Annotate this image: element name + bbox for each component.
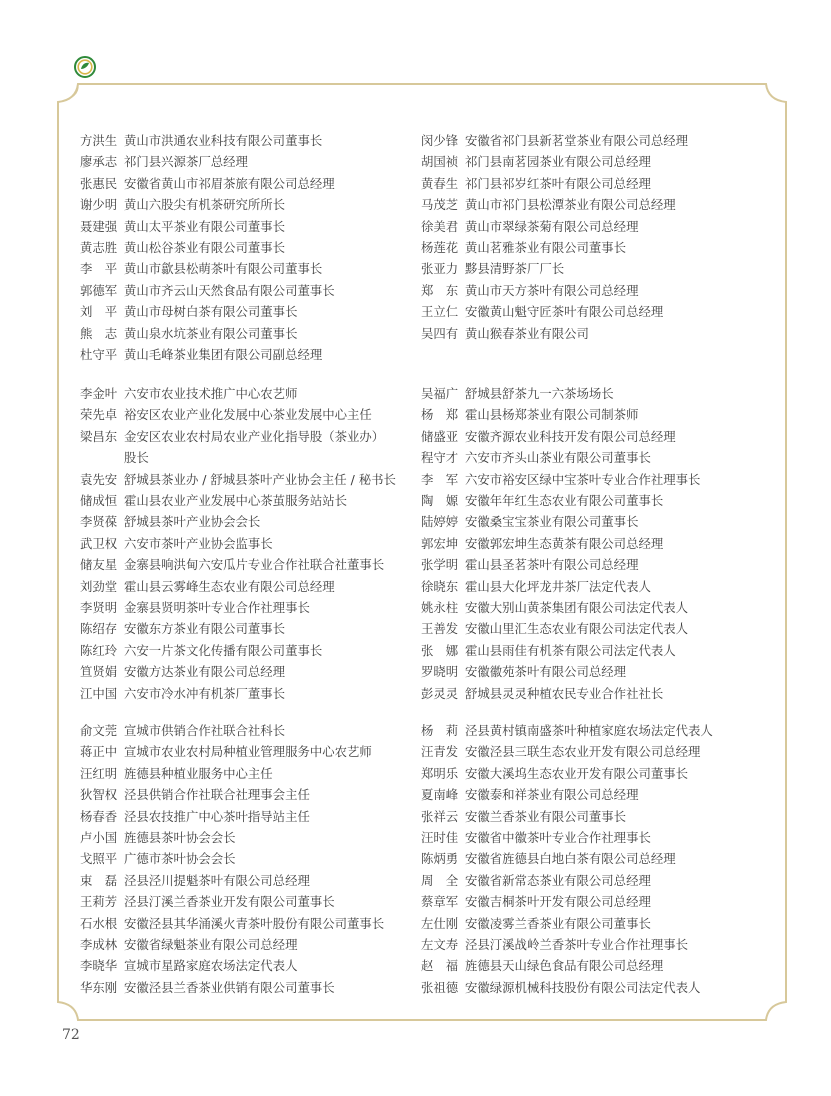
person-title: 六安市裕安区绿中宝茶叶专业合作社理事长 bbox=[465, 471, 701, 487]
person-name: 储成恒 bbox=[80, 493, 118, 509]
list-item bbox=[421, 597, 700, 618]
person-name: 左文寿 bbox=[421, 937, 459, 953]
person-name: 刘 平 bbox=[80, 304, 118, 320]
person-name: 汪青发 bbox=[421, 744, 459, 760]
person-title: 祁门县兴源茶厂总经理 bbox=[124, 154, 248, 170]
person-name: 俞文莞 bbox=[80, 723, 118, 738]
person-title: 安徽东方茶业有限公司董事长 bbox=[124, 621, 286, 637]
person-title: 泾县供销合作社联合社理事会主任 bbox=[124, 787, 310, 803]
list-item bbox=[80, 827, 384, 848]
list-item bbox=[80, 404, 396, 425]
person-name: 张祥云 bbox=[421, 808, 459, 824]
person-name: 夏南峰 bbox=[421, 787, 459, 803]
list-item bbox=[80, 683, 396, 704]
list-item bbox=[80, 301, 335, 322]
list-item bbox=[80, 870, 384, 891]
right-group-luan bbox=[421, 383, 700, 704]
person-name: 吴四有 bbox=[421, 325, 459, 341]
person-name: 张惠民 bbox=[80, 175, 118, 191]
person-name: 李 军 bbox=[421, 471, 459, 487]
person-name: 张 娜 bbox=[421, 642, 459, 658]
person-title: 宣城市星路家庭农场法定代表人 bbox=[124, 958, 298, 974]
person-title: 安徽徽苑茶叶有限公司总经理 bbox=[465, 664, 627, 680]
list-item bbox=[80, 533, 396, 554]
person-title: 安徽省黄山市祁眉茶旅有限公司总经理 bbox=[124, 175, 335, 191]
list-item bbox=[80, 323, 335, 344]
person-name: 李晓华 bbox=[80, 958, 118, 974]
list-item bbox=[80, 640, 396, 661]
list-item bbox=[80, 618, 396, 639]
person-name: 束 磊 bbox=[80, 872, 118, 888]
person-name: 戈照平 bbox=[80, 851, 118, 867]
person-name: 华东刚 bbox=[80, 979, 118, 995]
list-item bbox=[421, 741, 713, 762]
person-title: 黄山猴春茶业有限公司 bbox=[465, 325, 589, 341]
person-title: 旌德县茶叶协会会长 bbox=[124, 830, 236, 846]
list-item bbox=[421, 576, 700, 597]
person-name: 刘劲堂 bbox=[80, 578, 118, 594]
person-title: 舒城县灵灵种植农民专业合作社社长 bbox=[465, 685, 664, 701]
person-title: 霍山县杨郑茶业有限公司制茶师 bbox=[465, 407, 639, 423]
person-name: 杨 莉 bbox=[421, 723, 459, 738]
person-name: 马茂芝 bbox=[421, 197, 459, 213]
page-number: 72 bbox=[62, 1027, 80, 1043]
list-item bbox=[421, 130, 688, 151]
person-name: 荣先卓 bbox=[80, 407, 118, 423]
person-name: 陈绍存 bbox=[80, 621, 118, 637]
list-item bbox=[421, 554, 700, 575]
person-name: 石水根 bbox=[80, 915, 118, 931]
person-name: 储盛亚 bbox=[421, 428, 459, 444]
list-item bbox=[80, 763, 384, 784]
person-title: 祁门县祁岁红茶叶有限公司总经理 bbox=[465, 175, 651, 191]
person-title: 安徽兰香茶业有限公司董事长 bbox=[465, 808, 627, 824]
logo-icon bbox=[74, 56, 96, 78]
person-title: 黄山市天方茶叶有限公司总经理 bbox=[465, 282, 639, 298]
person-title: 黄山六股尖有机茶研究所所长 bbox=[124, 197, 286, 213]
list-item bbox=[421, 955, 713, 976]
person-title: 安徽省绿魁茶业有限公司总经理 bbox=[124, 937, 298, 953]
list-item bbox=[421, 173, 688, 194]
list-item bbox=[80, 784, 384, 805]
person-name: 汪时佳 bbox=[421, 830, 459, 846]
list-item bbox=[80, 383, 396, 404]
right-group-huangshan bbox=[421, 130, 688, 344]
person-title: 金安区农业农村局农业产业化指导股（茶业办） bbox=[124, 428, 385, 444]
list-item bbox=[421, 511, 700, 532]
person-name: 方洪生 bbox=[80, 133, 118, 148]
list-item bbox=[80, 955, 384, 976]
person-title: 黄山市歙县松萌茶叶有限公司董事长 bbox=[124, 261, 323, 277]
person-name: 闵少锋 bbox=[421, 133, 459, 148]
left-group-xuancheng bbox=[80, 720, 384, 998]
list-item bbox=[421, 404, 700, 425]
person-title: 泾县黄村镇南盛茶叶种植家庭农场法定代表人 bbox=[465, 723, 713, 738]
person-title: 安徽泾县三联生态农业开发有限公司总经理 bbox=[465, 744, 701, 760]
person-title: 舒城县茶业办 / 舒城县茶叶产业协会主任 / 秘书长 bbox=[124, 471, 396, 487]
list-item bbox=[421, 258, 688, 279]
person-name: 吴福广 bbox=[421, 386, 459, 401]
person-title: 黄山泉水坑茶业有限公司董事长 bbox=[124, 325, 298, 341]
list-item bbox=[421, 913, 713, 934]
list-item bbox=[80, 151, 335, 172]
person-title: 安徽省新常态茶业有限公司总经理 bbox=[465, 872, 651, 888]
person-name: 黄志胜 bbox=[80, 240, 118, 256]
person-title: 祁门县南茗园茶业有限公司总经理 bbox=[465, 154, 651, 170]
person-title: 宣城市供销合作社联合社科长 bbox=[124, 723, 286, 738]
person-name: 李金叶 bbox=[80, 386, 118, 401]
list-item bbox=[421, 848, 713, 869]
list-item bbox=[80, 426, 396, 447]
person-name: 武卫权 bbox=[80, 535, 118, 551]
person-name: 郑 东 bbox=[421, 282, 459, 298]
person-title: 六安一片茶文化传播有限公司董事长 bbox=[124, 642, 323, 658]
left-group-luan bbox=[80, 383, 396, 704]
person-title: 霍山县雨佳有机茶有限公司法定代表人 bbox=[465, 642, 676, 658]
person-title: 黟县清野茶厂厂长 bbox=[465, 261, 565, 277]
list-item bbox=[80, 280, 335, 301]
list-item bbox=[80, 237, 335, 258]
list-item bbox=[80, 216, 335, 237]
person-title: 安徽大别山黄茶集团有限公司法定代表人 bbox=[465, 600, 689, 616]
list-item bbox=[80, 913, 384, 934]
person-title: 安徽泰和祥茶业有限公司总经理 bbox=[465, 787, 639, 803]
list-item bbox=[421, 490, 700, 511]
person-title: 黄山市洪通农业科技有限公司董事长 bbox=[124, 133, 323, 148]
list-item bbox=[421, 469, 700, 490]
person-title: 安徽凌雾兰香茶业有限公司董事长 bbox=[465, 915, 651, 931]
person-name: 廖承志 bbox=[80, 154, 118, 170]
list-item bbox=[80, 661, 396, 682]
person-name: 郭宏坤 bbox=[421, 535, 459, 551]
person-name: 李 平 bbox=[80, 261, 118, 277]
person-name: 狄智权 bbox=[80, 787, 118, 803]
list-item bbox=[421, 151, 688, 172]
person-title: 泾县汀溪兰香茶业开发有限公司董事长 bbox=[124, 894, 335, 910]
person-name: 陈炳勇 bbox=[421, 851, 459, 867]
list-item bbox=[421, 934, 713, 955]
person-name: 熊 志 bbox=[80, 325, 118, 341]
person-title: 黄山市母树白茶有限公司董事长 bbox=[124, 304, 298, 320]
list-item bbox=[421, 977, 713, 998]
list-item bbox=[80, 977, 384, 998]
person-title: 霍山县圣茗茶叶有限公司总经理 bbox=[465, 557, 639, 573]
person-name: 彭灵灵 bbox=[421, 685, 459, 701]
person-name: 罗晓明 bbox=[421, 664, 459, 680]
person-title: 安徽省祁门县新茗堂茶业有限公司总经理 bbox=[465, 133, 689, 148]
list-item bbox=[421, 280, 688, 301]
person-name: 杨莲花 bbox=[421, 240, 459, 256]
person-title: 泾县汀溪战岭兰香茶叶专业合作社理事长 bbox=[465, 937, 689, 953]
person-name: 姚永柱 bbox=[421, 600, 459, 616]
person-title: 六安市齐头山茶业有限公司董事长 bbox=[465, 450, 651, 466]
person-title: 安徽郭宏坤生态黄茶有限公司总经理 bbox=[465, 535, 664, 551]
person-name: 卢小国 bbox=[80, 830, 118, 846]
person-name: 王莉芳 bbox=[80, 894, 118, 910]
person-name: 李贤葆 bbox=[80, 514, 118, 530]
person-name: 郭德军 bbox=[80, 282, 118, 298]
person-name: 陈红玲 bbox=[80, 642, 118, 658]
list-item bbox=[421, 640, 700, 661]
person-title: 黄山太平茶业有限公司董事长 bbox=[124, 218, 286, 234]
person-name: 蔡章军 bbox=[421, 894, 459, 910]
person-name: 赵 福 bbox=[421, 958, 459, 974]
list-item bbox=[80, 173, 335, 194]
person-title: 舒城县茶叶产业协会会长 bbox=[124, 514, 261, 530]
person-title: 安徽泾县兰香茶业供销有限公司董事长 bbox=[124, 979, 335, 995]
person-name: 谢少明 bbox=[80, 197, 118, 213]
person-title: 霍山县农业产业发展中心茶茧服务站站长 bbox=[124, 493, 348, 509]
person-title: 六安市农业技术推广中心农艺师 bbox=[124, 386, 298, 401]
person-name: 程守才 bbox=[421, 450, 459, 466]
person-title: 舒城县舒茶九一六茶场场长 bbox=[465, 386, 614, 401]
list-item bbox=[80, 258, 335, 279]
person-title: 霍山县云雾峰生态农业有限公司总经理 bbox=[124, 578, 335, 594]
right-group-xuancheng bbox=[421, 720, 713, 998]
person-title: 安徽齐源农业科技开发有限公司总经理 bbox=[465, 428, 676, 444]
list-item bbox=[421, 216, 688, 237]
person-name: 张亚力 bbox=[421, 261, 459, 277]
list-item bbox=[80, 576, 396, 597]
person-title: 安徽山里汇生态农业有限公司法定代表人 bbox=[465, 621, 689, 637]
person-title: 黄山毛峰茶业集团有限公司副总经理 bbox=[124, 347, 323, 363]
person-title: 安徽绿源机械科技股份有限公司法定代表人 bbox=[465, 979, 701, 995]
person-name: 陶 嫄 bbox=[421, 493, 459, 509]
person-title: 安徽桑宝宝茶业有限公司董事长 bbox=[465, 514, 639, 530]
person-title: 黄山茗雅茶业有限公司董事长 bbox=[465, 240, 627, 256]
person-title: 旌德县天山绿色食品有限公司总经理 bbox=[465, 958, 664, 974]
person-title: 安徽方达茶业有限公司总经理 bbox=[124, 664, 286, 680]
person-name: 蒋正中 bbox=[80, 744, 118, 760]
list-item bbox=[80, 891, 384, 912]
list-item bbox=[421, 383, 700, 404]
list-item bbox=[80, 194, 335, 215]
list-item bbox=[421, 870, 713, 891]
person-title: 黄山市翠绿茶菊有限公司总经理 bbox=[465, 218, 639, 234]
person-title: 六安市茶叶产业协会监事长 bbox=[124, 535, 273, 551]
person-title: 裕安区农业产业化发展中心茶业发展中心主任 bbox=[124, 407, 372, 423]
list-item bbox=[80, 130, 335, 151]
list-item bbox=[80, 848, 384, 869]
person-name: 杜守平 bbox=[80, 347, 118, 363]
list-item bbox=[421, 426, 700, 447]
list-item bbox=[80, 720, 384, 741]
person-title: 泾县农技推广中心茶叶指导站主任 bbox=[124, 808, 310, 824]
person-name: 汪红明 bbox=[80, 765, 118, 781]
person-title: 安徽大溪坞生态农业开发有限公司董事长 bbox=[465, 765, 689, 781]
person-name: 胡国祯 bbox=[421, 154, 459, 170]
person-name: 李成林 bbox=[80, 937, 118, 953]
list-item bbox=[80, 741, 384, 762]
person-name: 张学明 bbox=[421, 557, 459, 573]
person-title: 旌德县种植业服务中心主任 bbox=[124, 765, 273, 781]
list-item bbox=[80, 469, 396, 490]
person-name: 徐美君 bbox=[421, 218, 459, 234]
person-title: 黄山市齐云山天然食品有限公司董事长 bbox=[124, 282, 335, 298]
list-item bbox=[80, 554, 396, 575]
person-name: 王立仁 bbox=[421, 304, 459, 320]
list-item bbox=[80, 934, 384, 955]
person-title: 安徽省中徽茶叶专业合作社理事长 bbox=[465, 830, 651, 846]
list-item bbox=[421, 683, 700, 704]
person-title: 六安市冷水冲有机茶厂董事长 bbox=[124, 685, 286, 701]
list-item bbox=[80, 597, 396, 618]
list-item bbox=[421, 763, 713, 784]
person-name: 杨春香 bbox=[80, 808, 118, 824]
list-item bbox=[80, 511, 396, 532]
list-item bbox=[421, 301, 688, 322]
list-item bbox=[421, 618, 700, 639]
person-name: 王善发 bbox=[421, 621, 459, 637]
person-title: 安徽吉桐茶叶开发有限公司总经理 bbox=[465, 894, 651, 910]
person-name: 周 全 bbox=[421, 872, 459, 888]
list-item bbox=[421, 194, 688, 215]
person-name: 江中国 bbox=[80, 685, 118, 701]
list-item bbox=[421, 533, 700, 554]
list-item bbox=[421, 827, 713, 848]
left-group-huangshan bbox=[80, 130, 335, 365]
person-title: 霍山县大化坪龙井茶厂法定代表人 bbox=[465, 578, 651, 594]
list-item bbox=[421, 447, 700, 468]
list-item bbox=[80, 806, 384, 827]
list-item bbox=[421, 661, 700, 682]
person-title: 宣城市农业农村局种植业管理服务中心农艺师 bbox=[124, 744, 372, 760]
person-name: 聂建强 bbox=[80, 218, 118, 234]
person-title: 泾县泾川提魁茶叶有限公司总经理 bbox=[124, 872, 310, 888]
list-item bbox=[80, 344, 335, 365]
person-title: 黄山市祁门县松潭茶业有限公司总经理 bbox=[465, 197, 676, 213]
person-title: 安徽年年红生态农业有限公司董事长 bbox=[465, 493, 664, 509]
person-title: 安徽泾县其华涌溪火青茶叶股份有限公司董事长 bbox=[124, 915, 385, 931]
person-name: 陆婷婷 bbox=[421, 514, 459, 530]
person-title: 黄山松谷茶业有限公司董事长 bbox=[124, 240, 286, 256]
person-name: 左仕刚 bbox=[421, 915, 459, 931]
person-title-continued: 股长 bbox=[124, 450, 149, 466]
person-name: 徐晓东 bbox=[421, 578, 459, 594]
person-name: 郑明乐 bbox=[421, 765, 459, 781]
list-item bbox=[421, 806, 713, 827]
person-name: 笪贤娟 bbox=[80, 664, 118, 680]
list-item bbox=[421, 891, 713, 912]
person-title: 金寨县贤明茶叶专业合作社理事长 bbox=[124, 600, 310, 616]
list-item-continuation bbox=[80, 447, 396, 468]
person-name: 储友星 bbox=[80, 557, 118, 573]
person-name: 袁先安 bbox=[80, 471, 118, 487]
list-item bbox=[421, 237, 688, 258]
person-name: 张祖德 bbox=[421, 979, 459, 995]
list-item bbox=[421, 323, 688, 344]
person-title: 金寨县响洪甸六安瓜片专业合作社联合社董事长 bbox=[124, 557, 385, 573]
list-item bbox=[421, 784, 713, 805]
person-name: 李贤明 bbox=[80, 600, 118, 616]
list-item bbox=[80, 490, 396, 511]
list-item bbox=[421, 720, 713, 741]
person-title: 安徽省旌德县白地白茶有限公司总经理 bbox=[465, 851, 676, 867]
person-name: 黄春生 bbox=[421, 175, 459, 191]
person-title: 广德市茶叶协会会长 bbox=[124, 851, 236, 867]
person-name: 杨 郑 bbox=[421, 407, 459, 423]
person-name: 梁昌东 bbox=[80, 428, 118, 444]
person-title: 安徽黄山魁守匠茶叶有限公司总经理 bbox=[465, 304, 664, 320]
